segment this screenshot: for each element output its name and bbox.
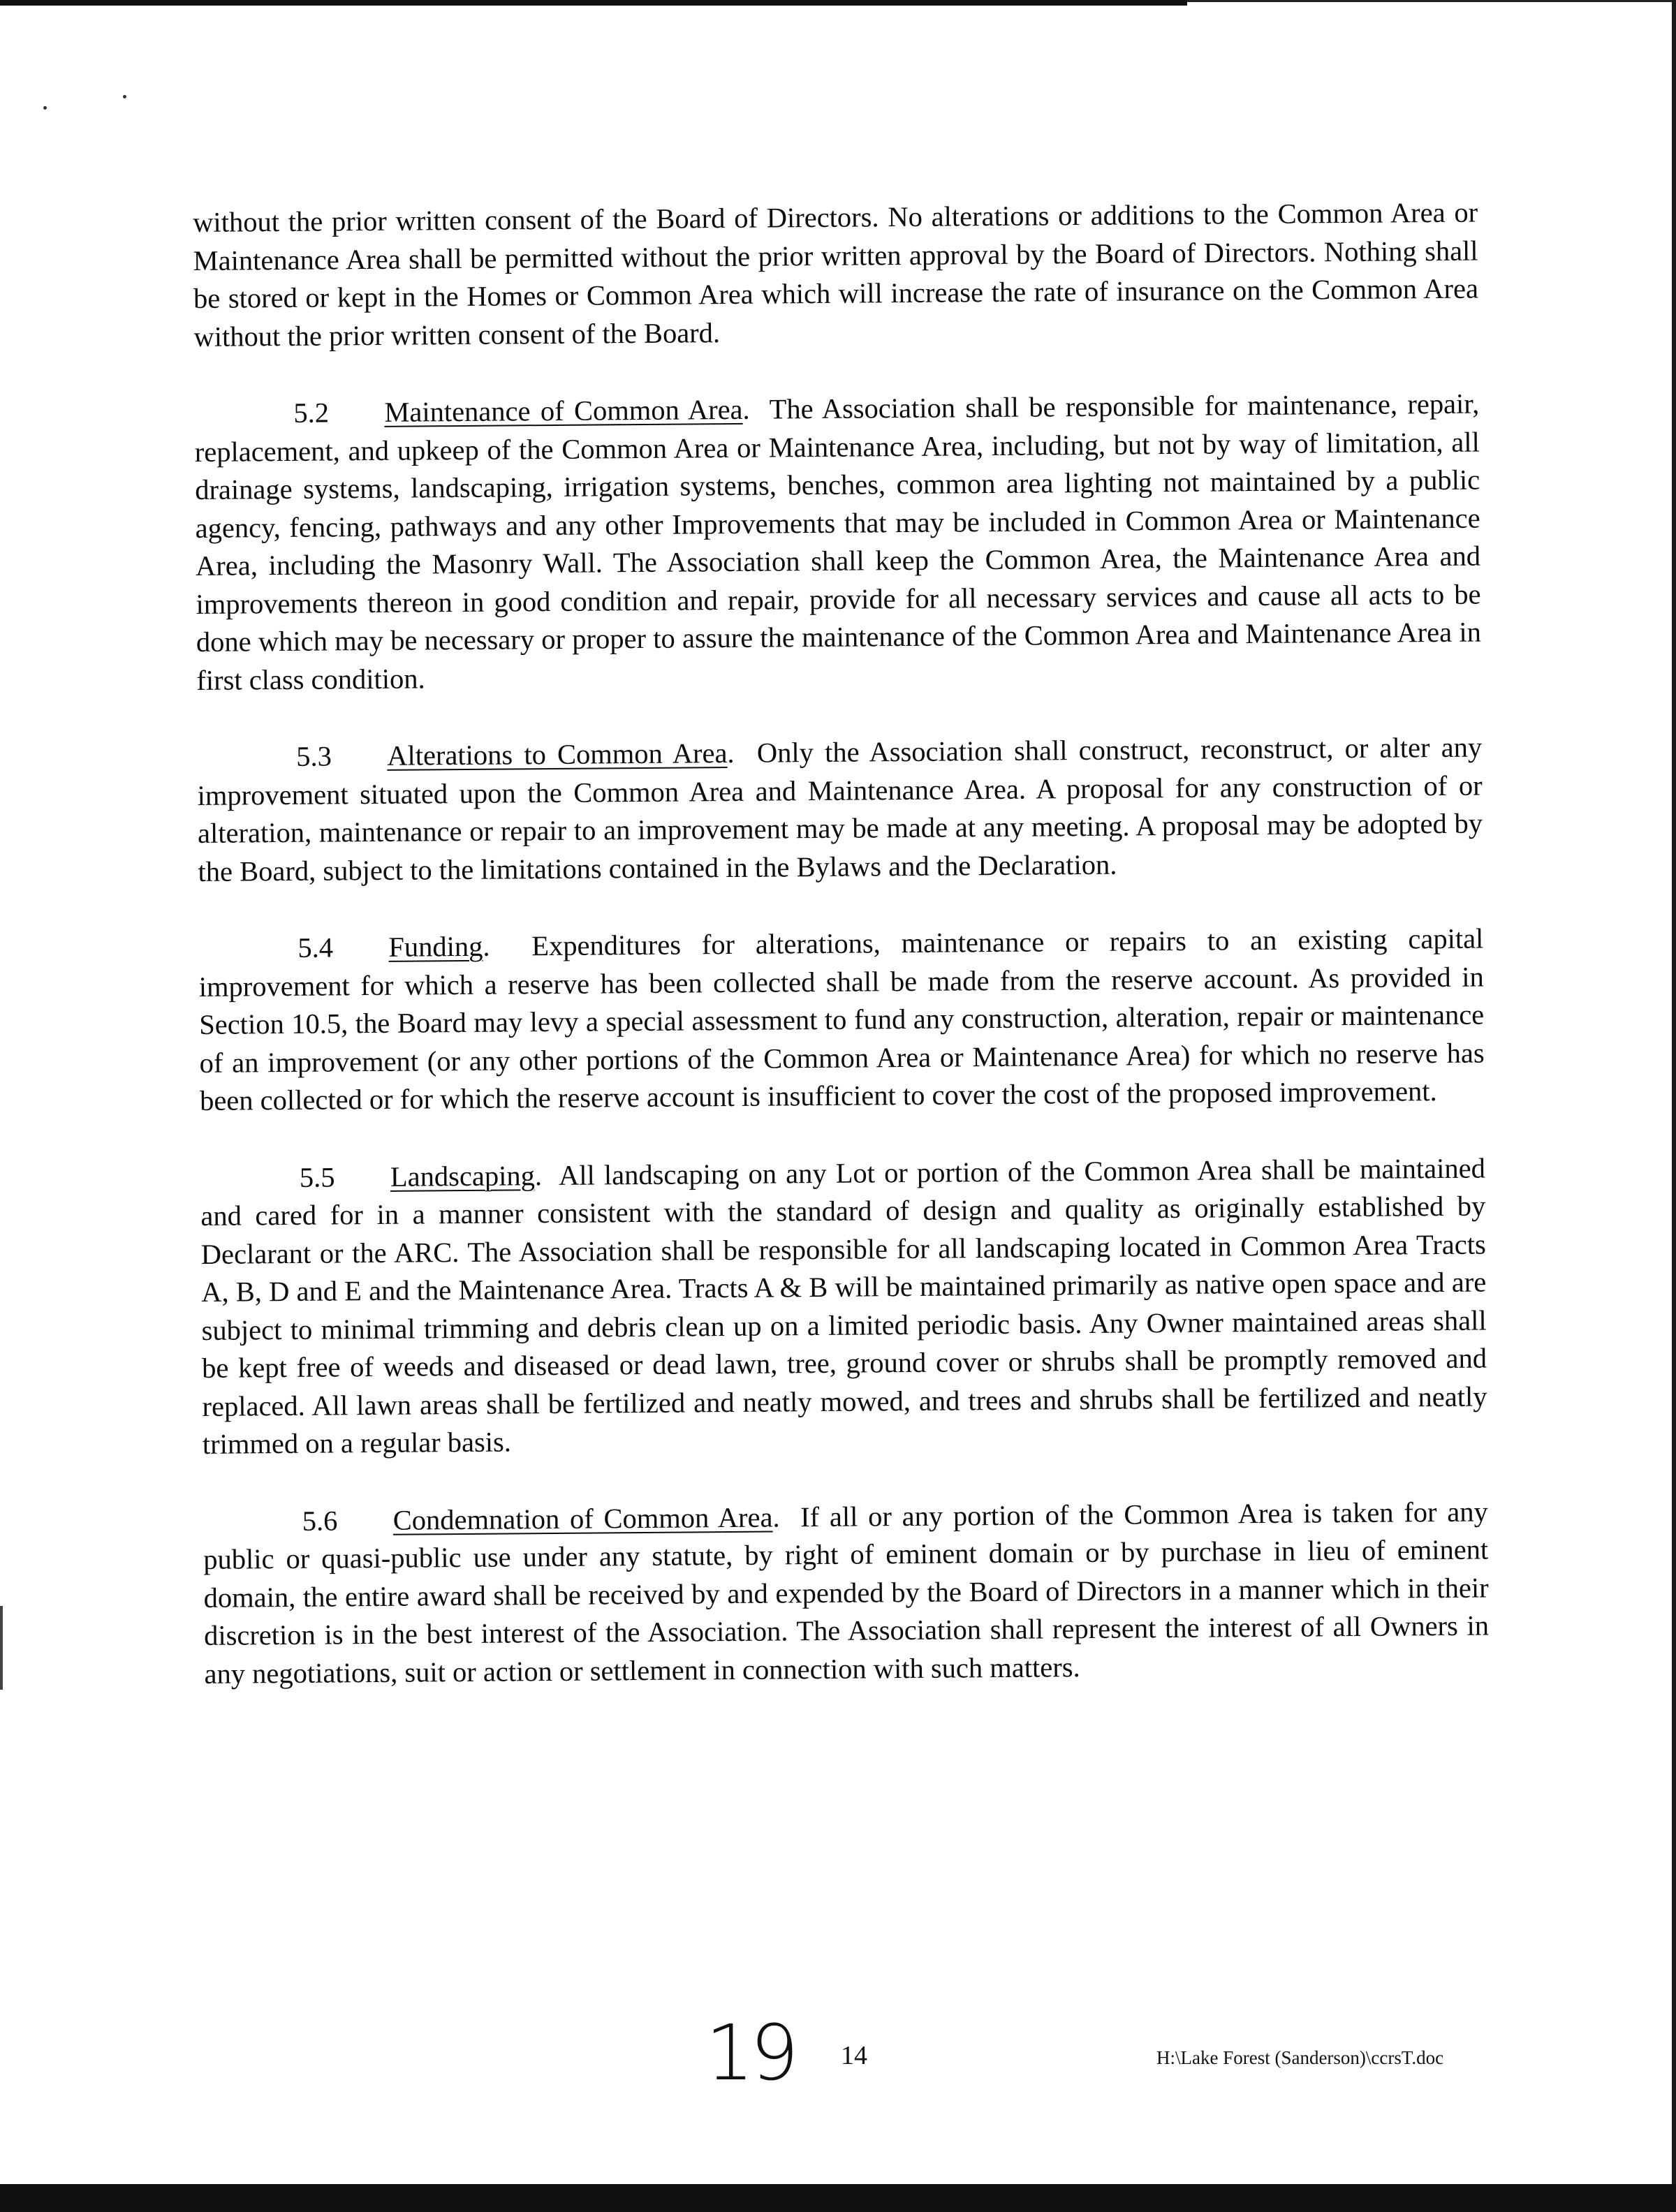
section-number: 5.5 [299,1160,335,1193]
scan-speck [123,95,126,98]
intro-paragraph: without the prior written consent of the Board of Directors. No alterations or additions to the Common Area or Maintenance Area shall be permitted without the prior written approval by the Board of Directors. Nothing shall be stored or kept in the Homes or Common Area which will increase the rate of insurance on the Common Area without the prior written consent of the Board. [193,196,1479,353]
section-5-3 [197,729,1483,891]
section-5-4 [198,920,1485,1121]
title-period: . [727,737,735,769]
section-body: Expenditures for alterations, maintenance or repairs to an existing capital improvement for which a reserve has been collected shall be made from the reserve account. As provided in Section 10.5, the Board may levy a special assessment to fund any construction, alteration, repair or maintenance of an improvement (or any other portions of the Common Area or Maintenance Area) for which no reserve has been collected or for which the reserve account is insufficient to cover the cost of the proposed improvement. [198,922,1485,1116]
scan-edge-bottom [0,2184,1676,2212]
section-title: Landscaping [390,1159,536,1193]
title-period: . [772,1501,780,1533]
handwritten-page-number: 19 [705,2008,795,2097]
section-title: Maintenance of Common Area [384,393,743,428]
section-5-6 [203,1493,1490,1693]
section-5-5 [200,1149,1487,1463]
scan-edge-left-mark [0,1606,3,1690]
title-period: . [742,393,750,425]
document-body [193,194,1490,1732]
section-body: If all or any portion of the Common Area is taken for any public or quasi-public use under any statute, by right of eminent domain or by purchase in lieu of eminent domain, the entire award shall be received by and expended by the Board of Directors in a manner which in their discretion is in the best interest of the Association. The Association shall represent the interest of all Owners in any negotiations, suit or action or settlement in connection with such matters. [203,1495,1490,1690]
title-period: . [534,1159,543,1191]
scan-edge-top-thin [1187,0,1676,2]
section-5-2 [194,385,1481,700]
page-number: 14 [841,2041,867,2070]
file-path: H:\Lake Forest (Sanderson)\ccrsT.doc [1156,2047,1444,2068]
section-title: Alterations to Common Area [387,737,728,772]
title-period: . [483,930,490,962]
section-body: All landscaping on any Lot or portion of the Common Area shall be maintained and cared for in a manner consistent with the standard of design and quality as originally established by Declarant or the ARC. The Association shall be responsible for all landscaping located in Common Area Tracts A, B, D and E and the Maintenance Area. Tracts A & B will be maintained primarily as native open space and are subject to minimal trimming and debris clean up on a limited periodic basis. Any Owner maintained areas shall be kept free of weeds and diseased or dead lawn, tree, ground cover or shrubs shall be promptly removed and replaced. All lawn areas shall be fertilized and neatly mowed, and trees and shrubs shall be fertilized and neatly trimmed on a regular basis. [200,1152,1487,1460]
scan-edge-right [1672,0,1676,2212]
section-number: 5.2 [293,397,330,429]
scan-speck [43,106,47,110]
scan-edge-top [0,0,1187,6]
section-body: Only the Association shall construct, reconstruct, or alter any improvement situated upon the Common Area and Maintenance Area. A proposal for any construction of or alteration, maintenance or repair to an improvement may be made at any meeting. A proposal may be adopted by the Board, subject to the limitations contained in the Bylaws and the Declaration. [197,731,1483,887]
section-body: The Association shall be responsible for maintenance, repair, replacement, and upkeep of the Common Area or Maintenance Area, including, but not by way of limitation, all drainage systems, landscaping, irrigation systems, benches, common area lighting not maintained by a public agency, fencing, pathways and any other Improvements that may be included in Common Area or Maintenance Area, including the Masonry Wall. The Association shall keep the Common Area, the Maintenance Area and improvements thereon in good condition and repair, provide for all necessary services and cause all acts to be done which may be necessary or proper to assure the maintenance of the Common Area and Maintenance Area in first class condition. [194,388,1482,696]
section-number: 5.6 [302,1504,338,1537]
section-title: Funding [388,930,483,963]
page-footer [0,2008,1676,2097]
section-title: Condemnation of Common Area [392,1501,773,1536]
section-number: 5.3 [296,740,332,772]
section-number: 5.4 [297,931,334,964]
